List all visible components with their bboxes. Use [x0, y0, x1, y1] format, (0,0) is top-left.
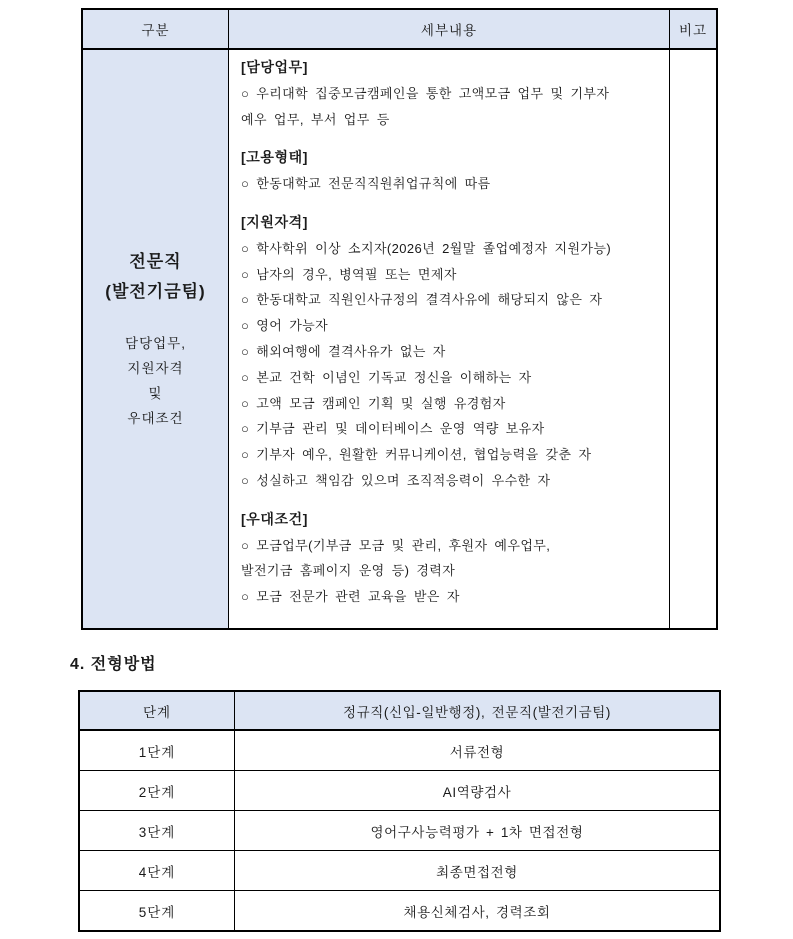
detail-line-spacer — [241, 197, 657, 210]
detail-line: ○ 영어 가능자 — [241, 318, 329, 334]
table-row — [80, 730, 719, 770]
stage-desc-cell: 채용신체검사, 경력조회 — [403, 904, 551, 920]
table-row — [80, 810, 719, 850]
table-row — [80, 850, 719, 890]
category-title-line2: (발전기금팀) — [105, 282, 206, 301]
table-row — [80, 770, 719, 810]
detail-line: ○ 한동대학교 전문직직원취업규칙에 따름 — [241, 176, 491, 192]
category-sub-line: 및 — [148, 386, 163, 401]
stage-desc-cell: AI역량검사 — [442, 784, 512, 800]
detail-line: ○ 본교 건학 이념인 기독교 정신을 이해하는 자 — [241, 369, 532, 385]
stage-desc-cell: 영어구사능력평가 + 1차 면접전형 — [370, 824, 584, 840]
category-title-line1: 전문직 — [129, 252, 182, 271]
detail-line: ○ 학사학위 이상 소지자(2026년 2월말 졸업예정자 지원가능) — [241, 240, 612, 256]
detail-line: ○ 한동대학교 직원인사규정의 결격사유에 해당되지 않은 자 — [241, 292, 603, 308]
header-cell-remarks: 비고 — [669, 10, 716, 48]
stage-cell: 5단계 — [80, 891, 235, 930]
detail-line: [지원자격] — [241, 213, 309, 230]
header-cell-track: 정규직(신입-일반행정), 전문직(발전기금팀) — [342, 704, 612, 720]
table-row — [80, 890, 719, 930]
detail-line: ○ 고액 모금 캠페인 기획 및 실행 유경험자 — [241, 395, 506, 411]
detail-table-header-row — [83, 10, 716, 50]
details-cell — [229, 50, 669, 628]
detail-line: ○ 남자의 경우, 병역필 또는 면제자 — [241, 266, 457, 282]
header-cell-details: 세부내용 — [420, 23, 478, 38]
detail-line: ○ 모금 전문가 관련 교육을 받은 자 — [241, 589, 460, 605]
detail-line: [담당업무] — [241, 59, 309, 75]
section-heading: 4. 전형방법 — [70, 656, 157, 673]
detail-table — [81, 8, 718, 630]
detail-line: ○ 기부자 예우, 원활한 커뮤니케이션, 협업능력을 갖춘 자 — [241, 447, 592, 463]
detail-line-spacer — [241, 494, 657, 507]
category-sub-line: 담당업무, — [125, 336, 186, 351]
category-sub-line: 우대조건 — [127, 411, 184, 426]
detail-line: 발전기금 홈페이지 운영 등) 경력자 — [241, 563, 456, 579]
stage-cell: 2단계 — [80, 771, 235, 810]
detail-line: ○ 모금업무(기부금 모금 및 관리, 후원자 예우업무, — [241, 537, 551, 553]
header-cell-category: 구분 — [83, 10, 229, 48]
stage-cell: 4단계 — [80, 851, 235, 890]
detail-line-spacer — [241, 132, 657, 145]
detail-line: ○ 해외여행에 결격사유가 없는 자 — [241, 343, 446, 359]
stage-desc-cell: 최종면접전형 — [436, 864, 518, 880]
detail-line: ○ 우리대학 집중모금캠페인을 통한 고액모금 업무 및 기부자 — [241, 85, 610, 101]
detail-line: 예우 업무, 부서 업무 등 — [241, 111, 390, 127]
detail-line: ○ 성실하고 책임감 있으며 조직적응력이 우수한 자 — [241, 472, 551, 488]
stage-cell: 3단계 — [80, 811, 235, 850]
detail-line: [고용형태] — [241, 149, 309, 166]
selection-table-header-row — [80, 692, 719, 730]
detail-line: ○ 기부금 관리 및 데이터베이스 운영 역량 보유자 — [241, 421, 545, 437]
header-cell-stage: 단계 — [80, 692, 235, 729]
detail-table-body-row — [83, 50, 716, 628]
category-subtext — [125, 331, 186, 431]
stage-cell: 1단계 — [80, 731, 235, 770]
remarks-cell — [669, 50, 716, 628]
category-cell — [83, 50, 229, 628]
category-sub-line: 지원자격 — [127, 361, 184, 376]
stage-desc-cell: 서류전형 — [449, 744, 505, 760]
detail-line: [우대조건] — [241, 510, 309, 527]
selection-method-table — [78, 690, 721, 932]
